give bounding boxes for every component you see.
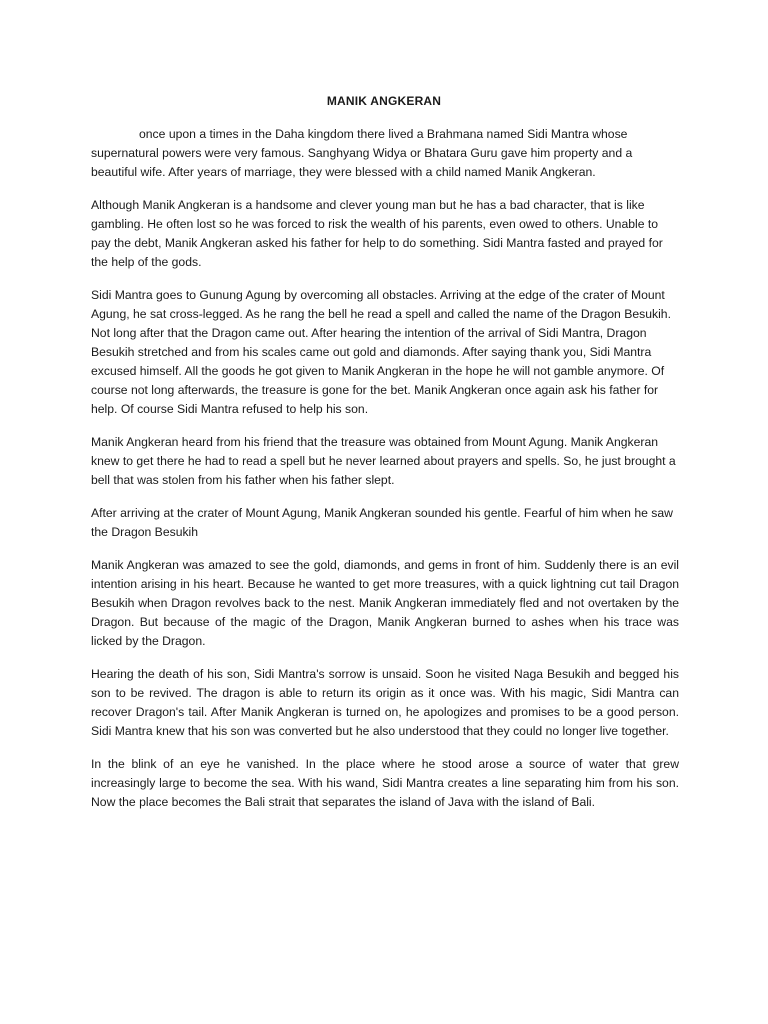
paragraph-4: Manik Angkeran heard from his friend that the treasure was obtained from Mount Agung. Manik Angkeran knew to get there he had to read a spell but he never learned about prayers and spells. So, he just brought a bell that was stolen from his father when his father slept. <box>91 435 676 487</box>
paragraph-7: Hearing the death of his son, Sidi Mantra's sorrow is unsaid. Soon he visited Naga Besukih and begged his son to be revived. The dragon is able to return its origin as it once was. With his magic, Sidi Mantra can recover Dragon's tail. After Manik Angkeran is turned on, he apologizes and promises to be a good person. Sidi Mantra knew that his son was converted but he also understood that they could no longer live together. <box>91 667 679 738</box>
paragraph-1: once upon a times in the Daha kingdom there lived a Brahmana named Sidi Mantra whose supernatural powers were very famous. Sanghyang Widya or Bhatara Guru gave him property and a beautiful wife. After years of marriage, they were blessed with a child named Manik Angkeran. <box>91 127 633 179</box>
document-title: MANIK ANGKERAN <box>326 94 442 108</box>
paragraph-5: After arriving at the crater of Mount Agung, Manik Angkeran sounded his gentle. Fearful of him when he saw the Dragon Besukih <box>91 506 673 539</box>
paragraph-8: In the blink of an eye he vanished. In the place where he stood arose a source of water that grew increasingly large to become the sea. With his wand, Sidi Mantra creates a line separating him from his son. Now the place becomes the Bali strait that separates the island of Java with the island of Bali. <box>91 757 679 809</box>
paragraph-2: Although Manik Angkeran is a handsome and clever young man but he has a bad character, that is like gambling. He often lost so he was forced to risk the wealth of his parents, even owed to others. Unable to pay the debt, Manik Angkeran asked his father for help to do something. Sidi Mantra fasted and prayed for the help of the gods. <box>91 198 663 269</box>
paragraph-3: Sidi Mantra goes to Gunung Agung by overcoming all obstacles. Arriving at the edge of the crater of Mount Agung, he sat cross-legged. As he rang the bell he read a spell and called the name of the Dragon Besukih. Not long after that the Dragon came out. After hearing the intention of the arrival of Sidi Mantra, Dragon Besukih stretched and from his scales came out gold and diamonds. After saying thank you, Sidi Mantra excused himself. All the goods he got given to Manik Angkeran in the hope he will not gamble anymore. Of course not long afterwards, the treasure is gone for the bet. Manik Angkeran once again ask his father for help. Of course Sidi Mantra refused to help his son. <box>91 288 671 416</box>
paragraph-6: Manik Angkeran was amazed to see the gold, diamonds, and gems in front of him. Suddenly there is an evil intention arising in his heart. Because he wanted to get more treasures, with a quick lightning cut tail Dragon Besukih when Dragon revolves back to the nest. Manik Angkeran immediately fled and not overtaken by the Dragon. But because of the magic of the Dragon, Manik Angkeran burned to ashes when his trace was licked by the Dragon. <box>91 558 679 648</box>
document-body <box>91 125 679 826</box>
